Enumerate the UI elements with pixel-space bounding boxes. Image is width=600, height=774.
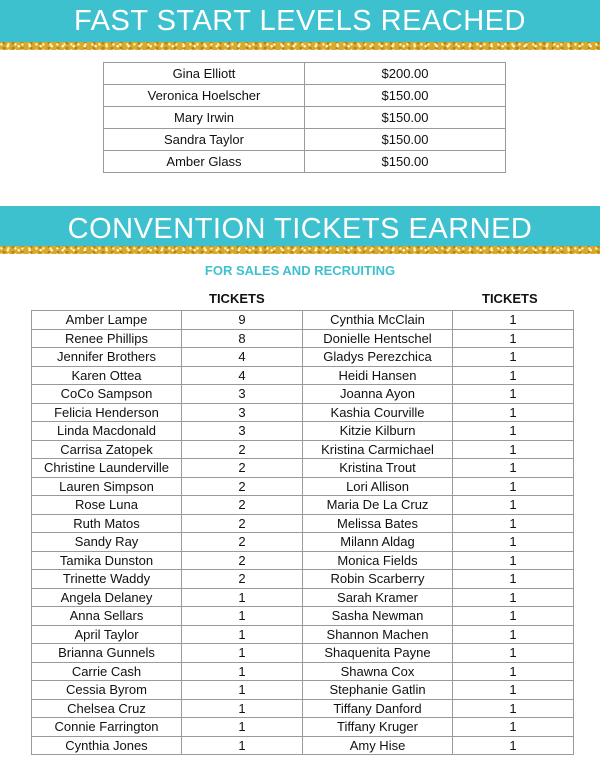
table-row — [303, 514, 574, 533]
table-row — [32, 699, 303, 718]
table-row — [303, 551, 574, 570]
table-row — [303, 422, 574, 441]
table-cell-tickets: 1 — [453, 736, 574, 755]
table-row — [32, 403, 303, 422]
table-row — [32, 440, 303, 459]
table-cell-tickets: 1 — [453, 477, 574, 496]
table-cell-name: Lauren Simpson — [32, 477, 182, 496]
table-row — [32, 588, 303, 607]
table-cell-tickets: 2 — [182, 570, 303, 589]
tickets-table-right — [302, 310, 574, 755]
convention-subtitle: FOR SALES AND RECRUITING — [204, 263, 396, 278]
table-cell-name: Kitzie Kilburn — [303, 422, 453, 441]
table-cell-tickets: 1 — [453, 533, 574, 552]
table-cell-name: Sasha Newman — [303, 607, 453, 626]
table-cell-name: Tiffany Danford — [303, 699, 453, 718]
table-cell-tickets: 4 — [182, 366, 303, 385]
table-cell-name: Veronica Hoelscher — [104, 85, 305, 107]
table-row — [32, 459, 303, 478]
table-cell-amount: $150.00 — [305, 85, 506, 107]
table-cell-tickets: 1 — [182, 644, 303, 663]
table-row — [32, 570, 303, 589]
table-row — [32, 496, 303, 515]
table-cell-tickets: 1 — [182, 588, 303, 607]
table-cell-name: Gladys Perezchica — [303, 348, 453, 367]
table-cell-name: Linda Macdonald — [32, 422, 182, 441]
table-row — [303, 718, 574, 737]
table-cell-amount: $150.00 — [305, 107, 506, 129]
table-cell-name: CoCo Sampson — [32, 385, 182, 404]
table-row — [303, 662, 574, 681]
table-cell-name: Sandra Taylor — [104, 129, 305, 151]
table-row — [303, 570, 574, 589]
table-cell-name: Jennifer Brothers — [32, 348, 182, 367]
table-cell-name: Cynthia Jones — [32, 736, 182, 755]
table-cell-tickets: 1 — [182, 699, 303, 718]
table-cell-name: Shawna Cox — [303, 662, 453, 681]
table-cell-name: Anna Sellars — [32, 607, 182, 626]
table-cell-name: Brianna Gunnels — [32, 644, 182, 663]
table-cell-name: Shannon Machen — [303, 625, 453, 644]
table-cell-name: Ruth Matos — [32, 514, 182, 533]
table-row — [303, 477, 574, 496]
table-cell-name: Monica Fields — [303, 551, 453, 570]
table-cell-tickets: 1 — [453, 514, 574, 533]
table-cell-amount: $200.00 — [305, 63, 506, 85]
table-cell-name: Rose Luna — [32, 496, 182, 515]
table-row — [303, 311, 574, 330]
table-cell-tickets: 1 — [182, 736, 303, 755]
table-cell-name: Amber Lampe — [32, 311, 182, 330]
table-cell-tickets: 1 — [453, 588, 574, 607]
table-cell-name: Melissa Bates — [303, 514, 453, 533]
table-row — [303, 348, 574, 367]
table-cell-name: Tiffany Kruger — [303, 718, 453, 737]
table-cell-tickets: 3 — [182, 403, 303, 422]
table-cell-tickets: 1 — [453, 551, 574, 570]
table-cell-tickets: 1 — [453, 496, 574, 515]
table-cell-tickets: 9 — [182, 311, 303, 330]
table-cell-tickets: 1 — [182, 681, 303, 700]
table-row — [303, 403, 574, 422]
table-row — [32, 311, 303, 330]
table-cell-name: Chelsea Cruz — [32, 699, 182, 718]
table-cell-name: Sarah Kramer — [303, 588, 453, 607]
table-row — [303, 385, 574, 404]
table-cell-name: Connie Farrington — [32, 718, 182, 737]
table-row — [32, 366, 303, 385]
table-row — [104, 85, 506, 107]
table-cell-name: Joanna Ayon — [303, 385, 453, 404]
table-cell-tickets: 1 — [453, 625, 574, 644]
table-cell-name: Heidi Hansen — [303, 366, 453, 385]
table-cell-tickets: 1 — [453, 422, 574, 441]
table-row — [32, 681, 303, 700]
table-cell-name: Robin Scarberry — [303, 570, 453, 589]
table-cell-tickets: 1 — [182, 718, 303, 737]
table-row — [32, 533, 303, 552]
table-cell-tickets: 1 — [453, 699, 574, 718]
table-cell-name: Renee Phillips — [32, 329, 182, 348]
table-row — [32, 422, 303, 441]
table-cell-name: Cessia Byrom — [32, 681, 182, 700]
convention-banner — [0, 206, 600, 248]
table-row — [32, 477, 303, 496]
table-cell-amount: $150.00 — [305, 151, 506, 173]
table-cell-name: Shaquenita Payne — [303, 644, 453, 663]
table-row — [32, 625, 303, 644]
table-cell-name: Kristina Carmichael — [303, 440, 453, 459]
glitter-divider — [0, 42, 600, 50]
table-cell-name: Tamika Dunston — [32, 551, 182, 570]
table-cell-tickets: 1 — [453, 718, 574, 737]
table-cell-tickets: 1 — [453, 403, 574, 422]
table-cell-tickets: 1 — [453, 385, 574, 404]
table-row — [303, 496, 574, 515]
table-row — [303, 681, 574, 700]
table-cell-name: Mary Irwin — [104, 107, 305, 129]
table-row — [303, 699, 574, 718]
table-row — [32, 736, 303, 755]
table-cell-tickets: 2 — [182, 533, 303, 552]
table-cell-tickets: 4 — [182, 348, 303, 367]
table-row — [32, 514, 303, 533]
table-cell-tickets: 1 — [453, 311, 574, 330]
table-row — [303, 736, 574, 755]
table-cell-tickets: 1 — [453, 681, 574, 700]
table-row — [32, 644, 303, 663]
table-row — [32, 385, 303, 404]
table-row — [303, 440, 574, 459]
table-row — [303, 625, 574, 644]
table-row — [303, 459, 574, 478]
fast-start-title: FAST START LEVELS REACHED — [74, 5, 526, 37]
table-cell-tickets: 1 — [453, 366, 574, 385]
table-cell-name: Carrie Cash — [32, 662, 182, 681]
table-row — [104, 107, 506, 129]
table-cell-name: Cynthia McClain — [303, 311, 453, 330]
table-cell-tickets: 2 — [182, 514, 303, 533]
table-cell-tickets: 1 — [453, 329, 574, 348]
table-cell-name: Maria De La Cruz — [303, 496, 453, 515]
table-cell-name: Sandy Ray — [32, 533, 182, 552]
table-row — [104, 151, 506, 173]
table-cell-name: Milann Aldag — [303, 533, 453, 552]
convention-title: CONVENTION TICKETS EARNED — [67, 213, 533, 245]
table-cell-tickets: 2 — [182, 496, 303, 515]
table-row — [32, 551, 303, 570]
table-row — [303, 588, 574, 607]
table-cell-tickets: 1 — [453, 644, 574, 663]
table-cell-tickets: 1 — [453, 459, 574, 478]
table-row — [104, 63, 506, 85]
table-cell-name: Amber Glass — [104, 151, 305, 173]
table-cell-amount: $150.00 — [305, 129, 506, 151]
table-cell-name: April Taylor — [32, 625, 182, 644]
table-cell-tickets: 3 — [182, 422, 303, 441]
table-cell-tickets: 1 — [182, 662, 303, 681]
tickets-column-header-right: TICKETS — [482, 291, 538, 306]
table-cell-name: Christine Launderville — [32, 459, 182, 478]
fast-start-table — [103, 62, 506, 173]
table-row — [32, 329, 303, 348]
table-cell-name: Karen Ottea — [32, 366, 182, 385]
table-row — [303, 533, 574, 552]
table-row — [32, 607, 303, 626]
table-cell-name: Carrisa Zatopek — [32, 440, 182, 459]
table-row — [303, 329, 574, 348]
tickets-column-header-left: TICKETS — [209, 291, 265, 306]
table-cell-name: Stephanie Gatlin — [303, 681, 453, 700]
table-cell-name: Lori Allison — [303, 477, 453, 496]
table-row — [303, 366, 574, 385]
table-cell-tickets: 2 — [182, 440, 303, 459]
table-cell-tickets: 1 — [453, 662, 574, 681]
table-cell-name: Donielle Hentschel — [303, 329, 453, 348]
table-cell-name: Amy Hise — [303, 736, 453, 755]
table-cell-name: Kashia Courville — [303, 403, 453, 422]
table-cell-name: Trinette Waddy — [32, 570, 182, 589]
tickets-table-left — [31, 310, 303, 755]
table-cell-tickets: 1 — [182, 625, 303, 644]
table-cell-tickets: 2 — [182, 477, 303, 496]
table-cell-name: Felicia Henderson — [32, 403, 182, 422]
table-row — [303, 607, 574, 626]
table-cell-name: Kristina Trout — [303, 459, 453, 478]
table-cell-tickets: 1 — [453, 607, 574, 626]
table-cell-tickets: 8 — [182, 329, 303, 348]
table-cell-name: Angela Delaney — [32, 588, 182, 607]
table-cell-tickets: 1 — [453, 440, 574, 459]
table-cell-tickets: 1 — [182, 607, 303, 626]
table-cell-tickets: 3 — [182, 385, 303, 404]
table-row — [32, 662, 303, 681]
table-cell-tickets: 2 — [182, 459, 303, 478]
table-cell-tickets: 1 — [453, 570, 574, 589]
table-row — [104, 129, 506, 151]
table-row — [303, 644, 574, 663]
table-cell-name: Gina Elliott — [104, 63, 305, 85]
table-cell-tickets: 2 — [182, 551, 303, 570]
glitter-divider — [0, 246, 600, 254]
table-row — [32, 718, 303, 737]
table-cell-tickets: 1 — [453, 348, 574, 367]
fast-start-banner — [0, 0, 600, 42]
table-row — [32, 348, 303, 367]
